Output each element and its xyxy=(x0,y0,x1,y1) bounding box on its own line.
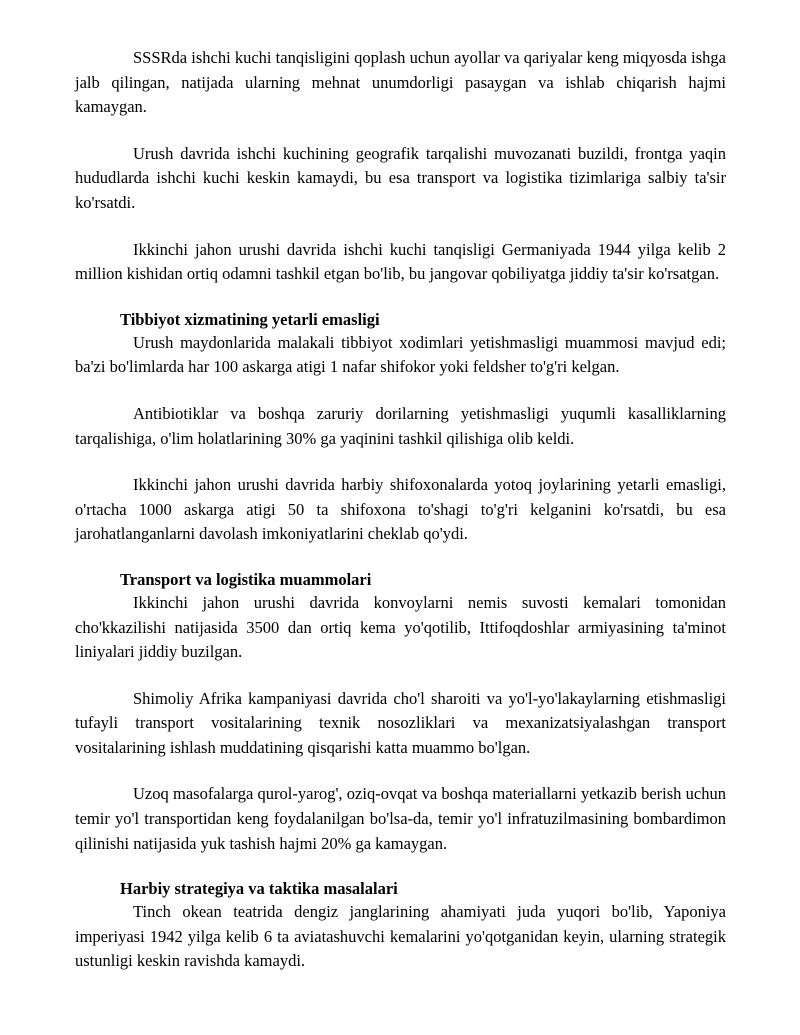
paragraph-intro-1: SSSRda ishchi kuchi tanqisligini qoplash uchun ayollar va qariyalar keng miqyosda ishga jalb qilingan, natijada ularning mehnat unumdorligi pasaygan va ishlab chiqarish hajmi kamaygan. xyxy=(75,48,726,117)
section-heading-transport: Transport va logistika muammolari xyxy=(120,569,372,589)
paragraph-intro-3: Ikkinchi jahon urushi davrida ishchi kuchi tanqisligi Germaniyada 1944 yilga kelib 2 million kishidan ortiq odamni tashkil etgan bo'lib, bu jangovar qobiliyatga jiddiy ta'sir ko'rsatgan. xyxy=(75,239,726,284)
paragraph-medical-1: Urush maydonlarida malakali tibbiyot xodimlari yetishmasligi muammosi mavjud edi; ba'zi bo'limlarda har 100 askarga atigi 1 nafar shifokor yoki feldsher to'g'ri kelgan. xyxy=(75,332,726,377)
paragraph-transport-3: Uzoq masofalarga qurol-yarog', oziq-ovqat va boshqa materiallarni yetkazib berish uchun temir yo'l transportidan keng foydalanilgan bo'lsa-da, temir yo'l infratuzilmasining bombardimon qilinishi natijasida yuk tashish hajmi 20% ga kamaygan. xyxy=(75,784,726,853)
section-heading-medical: Tibbiyot xizmatining yetarli emasligi xyxy=(120,309,380,329)
paragraph-intro-2: Urush davrida ishchi kuchining geografik tarqalishi muvozanati buzildi, frontga yaqin hududlarda ishchi kuchi keskin kamaydi, bu esa transport va logistika tizimlariga salbiy ta'sir ko'rsatdi. xyxy=(75,143,726,212)
paragraph-strategy-1: Tinch okean teatrida dengiz janglarining ahamiyati juda yuqori bo'lib, Yaponiya imperiyasi 1942 yilga kelib 6 ta aviatashuvchi kemalarini yo'qotganidan keyin, ularning strategik ustunligi keskin ravishda kamaydi. xyxy=(75,902,726,971)
paragraph-medical-2: Antibiotiklar va boshqa zaruriy dorilarning yetishmasligi yuqumli kasalliklarning tarqalishiga, o'lim holatlarining 30% ga yaqinini tashkil qilishiga olib keldi. xyxy=(75,403,726,448)
paragraph-transport-2: Shimoliy Afrika kampaniyasi davrida cho'l sharoiti va yo'l-yo'lakaylarning etishmasligi tufayli transport vositalarining texnik nosozliklari va mexanizatsiyalashgan transport vositalarining ishlash muddatining qisqarishi katta muammo bo'lgan. xyxy=(75,688,726,757)
section-heading-strategy: Harbiy strategiya va taktika masalalari xyxy=(120,879,398,899)
paragraph-transport-1: Ikkinchi jahon urushi davrida konvoylarni nemis suvosti kemalari tomonidan cho'kkazilishi natijasida 3500 dan ortiq kema yo'qotilib, Ittifoqdoshlar armiyasining ta'minot liniyalari jiddiy buzilgan. xyxy=(75,592,726,662)
paragraph-medical-3: Ikkinchi jahon urushi davrida harbiy shifoxonalarda yotoq joylarining yetarli emasligi, o'rtacha 1000 askarga atigi 50 ta shifoxona to'shagi to'g'ri kelganini ko'rsatdi, bu esa jarohatlanganlarni davolash imkoniyatlarini cheklab qo'ydi. xyxy=(75,475,726,544)
